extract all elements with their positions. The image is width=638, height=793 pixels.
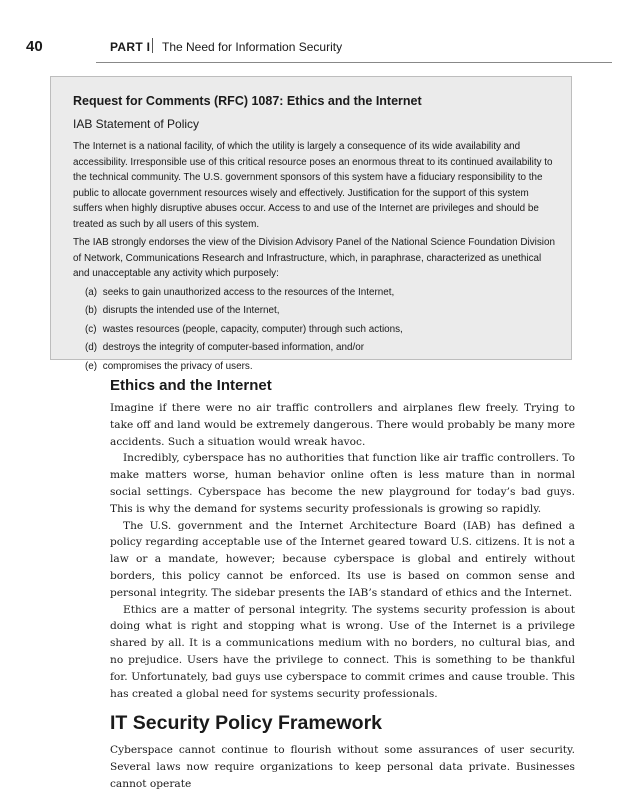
list-marker: (c) [85, 323, 97, 335]
list-marker: (d) [85, 342, 98, 353]
list-item-text: compromises the privacy of users. [102, 360, 253, 372]
sidebar-title: Request for Comments (RFC) 1087: Ethics and the Internet [73, 94, 422, 108]
list-marker: (e) [85, 360, 98, 372]
header-rule [96, 62, 612, 63]
list-item-text: destroys the integrity of computer-based information, and/or [102, 342, 365, 353]
section-heading-ethics: Ethics and the Internet [110, 377, 272, 394]
part-title: The Need for Information Security [162, 40, 343, 54]
body-paragraph: Cyberspace cannot continue to flourish without some assurances of user security. Several laws now require organizations to keep personal data private. Businesses cannot operate [110, 744, 575, 790]
body-paragraph: The U.S. government and the Internet Architecture Board (IAB) has defined a policy regarding acceptable use of the Internet geared toward U.S. citizens. It is not a law or a mandate, however; because cyberspace is global and entirely without borders, this policy cannot be enforced. Its use is based on common sense and personal integrity. The sidebar presents the IAB’s standard of ethics and the Internet. [110, 519, 575, 599]
body-paragraph: Incredibly, cyberspace has no authorities that function like air traffic controllers. To make matters worse, human behavior online often is less mature than in normal social settings. Cyberspace has become the new playground for today’s bad guys. This is why the demand for systems security professionals is growing so rapidly. [110, 452, 575, 515]
list-item [73, 322, 559, 338]
page-header [0, 30, 638, 58]
header-separator [152, 38, 153, 53]
list-marker: (b) [85, 305, 98, 316]
body-paragraph: Ethics are a matter of personal integrity. The systems security profession is about doing what is right and stopping what is wrong. Use of the Internet is a privilege shared by all. It is a communications medium with no borders, no cultural bias, and no prejudice. Users have the privilege to connect. This is something to be thankful for. Unfortunately, bad guys use cyberspace to commit crimes and cause trouble. This has created a global need for systems security professionals. [110, 603, 575, 700]
list-item-text: disrupts the intended use of the Internet, [102, 305, 280, 316]
sidebar-body [73, 139, 559, 377]
sidebar-paragraph: The IAB strongly endorses the view of the Division Advisory Panel of the National Science Foundation Division of Network, Communications Research and Infrastructure, which, in paraphrase, characterized as unethical and unacceptable any activity which purposely: [73, 237, 555, 279]
list-item [73, 285, 559, 301]
list-item [73, 340, 559, 356]
sidebar-paragraph: The Internet is a national facility, of which the utility is largely a consequence of its wide availability and accessibility. Irresponsible use of this critical resource poses an enormous threat to its continued availability to the technical community. The U.S. government sponsors of this system have a fiduciary responsibility to the public to allocate government resources wisely and effectively. Justification for the support of this system suffers when highly disruptive abuses occur. Access to and use of the Internet are privileges and should be treated as such by all users of this system. [73, 141, 553, 230]
section-heading-framework: IT Security Policy Framework [110, 712, 383, 735]
rfc-sidebar [50, 76, 572, 372]
list-marker: (a) [85, 286, 98, 298]
sidebar-list [73, 285, 559, 375]
main-content [110, 377, 575, 793]
part-label: PART I [110, 40, 151, 54]
body-paragraph: Imagine if there were no air traffic controllers and airplanes flew freely. Trying to take off and land would be extremely dangerous. There would probably be many more accidents. Such a situation would wreak havoc. [110, 402, 575, 448]
list-item-text: seeks to gain unauthorized access to the resources of the Internet, [102, 286, 395, 298]
list-item-text: wastes resources (people, capacity, computer) through such actions, [102, 323, 403, 335]
sidebar-subtitle: IAB Statement of Policy [73, 117, 200, 131]
list-item [73, 359, 559, 375]
list-item [73, 303, 559, 319]
page-number: 40 [26, 38, 43, 55]
